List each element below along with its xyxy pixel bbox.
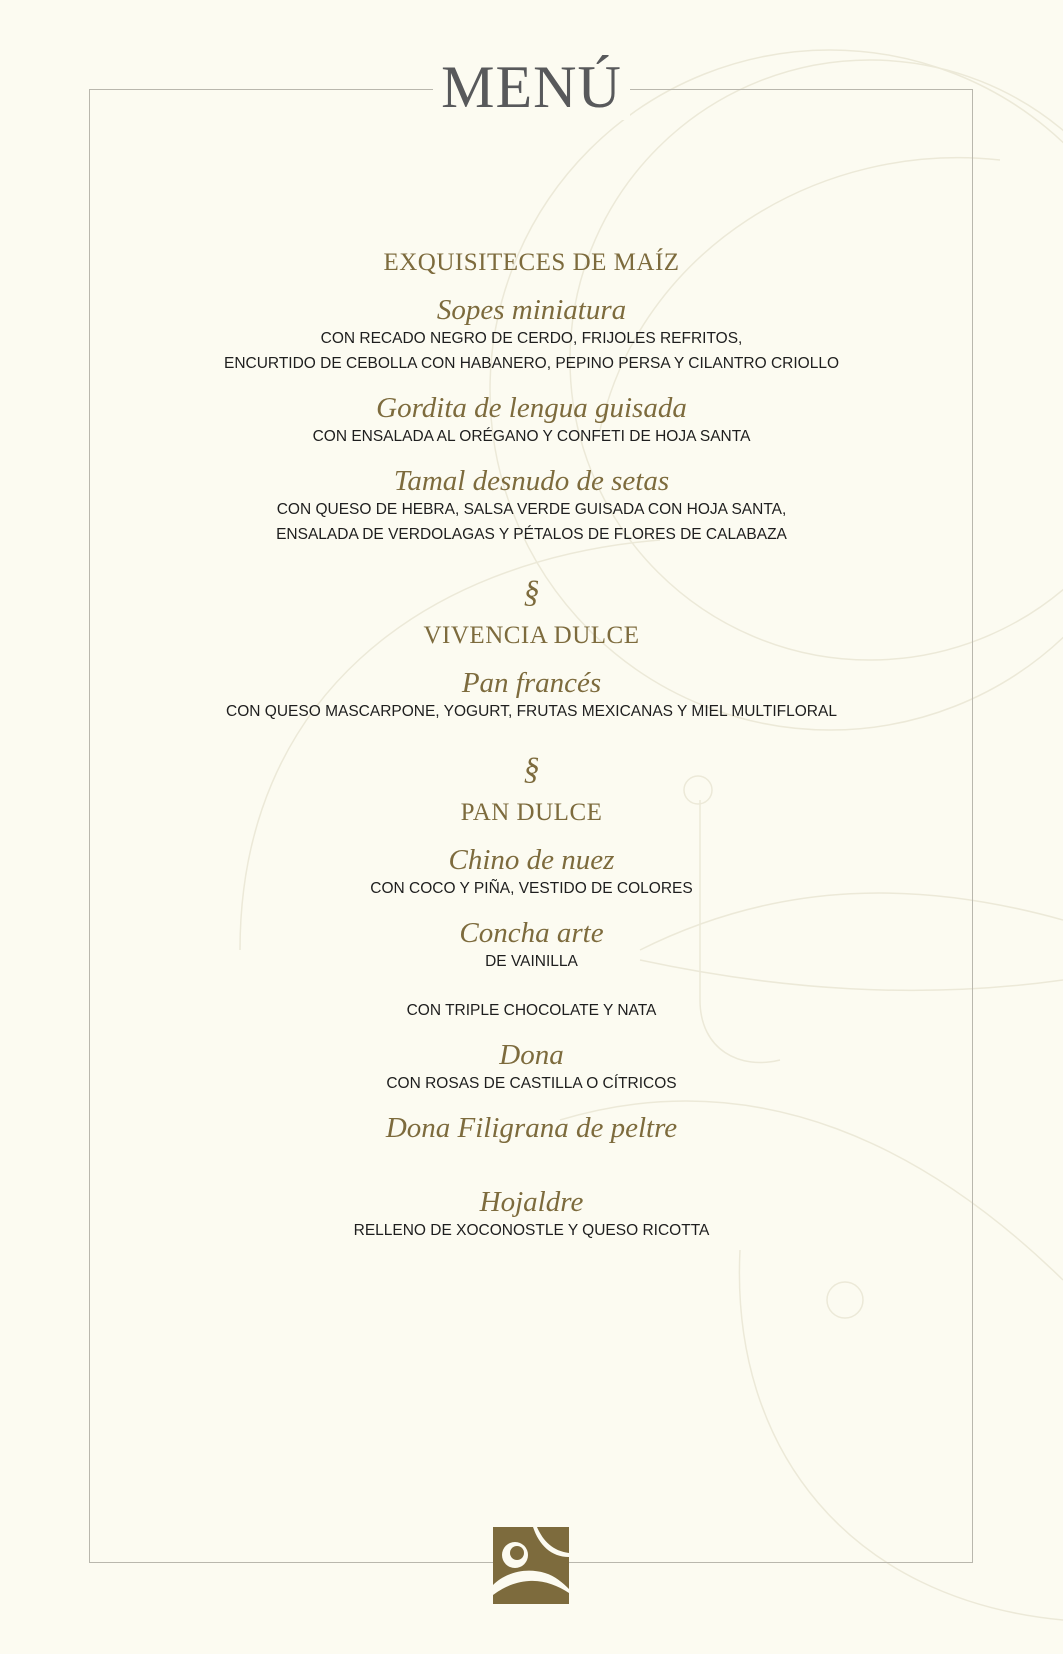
dish-description: CON QUESO DE HEBRA, SALSA VERDE GUISADA CON HOJA SANTA, bbox=[276, 501, 787, 518]
menu-item bbox=[150, 294, 913, 376]
brand-monogram-icon bbox=[493, 1527, 569, 1604]
dish-name: Tamal desnudo de setas bbox=[393, 465, 670, 497]
section-title-pan-dulce: PAN DULCE bbox=[460, 799, 603, 826]
dish-description: ENCURTIDO DE CEBOLLA CON HABANERO, PEPINO PERSA Y CILANTRO CRIOLLO bbox=[224, 355, 839, 372]
dish-name: Sopes miniatura bbox=[436, 294, 627, 326]
menu-item bbox=[150, 465, 913, 547]
section-title-maiz: EXQUISITECES DE MAÍZ bbox=[383, 249, 680, 276]
dish-name: Hojaldre bbox=[479, 1186, 584, 1218]
section-separator: § bbox=[523, 573, 540, 609]
dish-name: Chino de nuez bbox=[448, 844, 615, 876]
dish-name: Gordita de lengua guisada bbox=[376, 392, 687, 424]
menu-item bbox=[150, 1039, 913, 1096]
menu-item bbox=[150, 844, 913, 901]
menu-item bbox=[150, 917, 913, 1023]
dish-description: ENSALADA DE VERDOLAGAS Y PÉTALOS DE FLORES DE CALABAZA bbox=[276, 526, 787, 543]
dish-name: Dona bbox=[499, 1039, 564, 1071]
section-separator: § bbox=[523, 750, 540, 786]
menu-item bbox=[150, 392, 913, 449]
section-title-vivencia: VIVENCIA DULCE bbox=[423, 622, 640, 649]
menu-item bbox=[150, 1186, 913, 1243]
menu-item bbox=[150, 1112, 913, 1144]
dish-description: CON TRIPLE CHOCOLATE Y NATA bbox=[406, 1002, 657, 1019]
dish-description: DE VAINILLA bbox=[485, 953, 578, 970]
dish-name: Pan francés bbox=[461, 667, 602, 699]
dish-description: CON RECADO NEGRO DE CERDO, FRIJOLES REFRITOS, bbox=[320, 330, 743, 347]
dish-description: CON COCO Y PIÑA, VESTIDO DE COLORES bbox=[370, 880, 693, 897]
menu-item bbox=[150, 667, 913, 724]
page-title: MENÚ bbox=[0, 52, 1063, 122]
dish-description: RELLENO DE XOCONOSTLE Y QUESO RICOTTA bbox=[353, 1222, 710, 1239]
menu-content bbox=[150, 246, 913, 1243]
dish-description: CON ENSALADA AL ORÉGANO Y CONFETI DE HOJA SANTA bbox=[312, 428, 751, 445]
dish-description: CON ROSAS DE CASTILLA O CÍTRICOS bbox=[386, 1075, 677, 1092]
dish-name: Concha arte bbox=[459, 917, 604, 949]
dish-name: Dona Filigrana de peltre bbox=[385, 1112, 678, 1144]
dish-description: CON QUESO MASCARPONE, YOGURT, FRUTAS MEXICANAS Y MIEL MULTIFLORAL bbox=[226, 703, 837, 720]
